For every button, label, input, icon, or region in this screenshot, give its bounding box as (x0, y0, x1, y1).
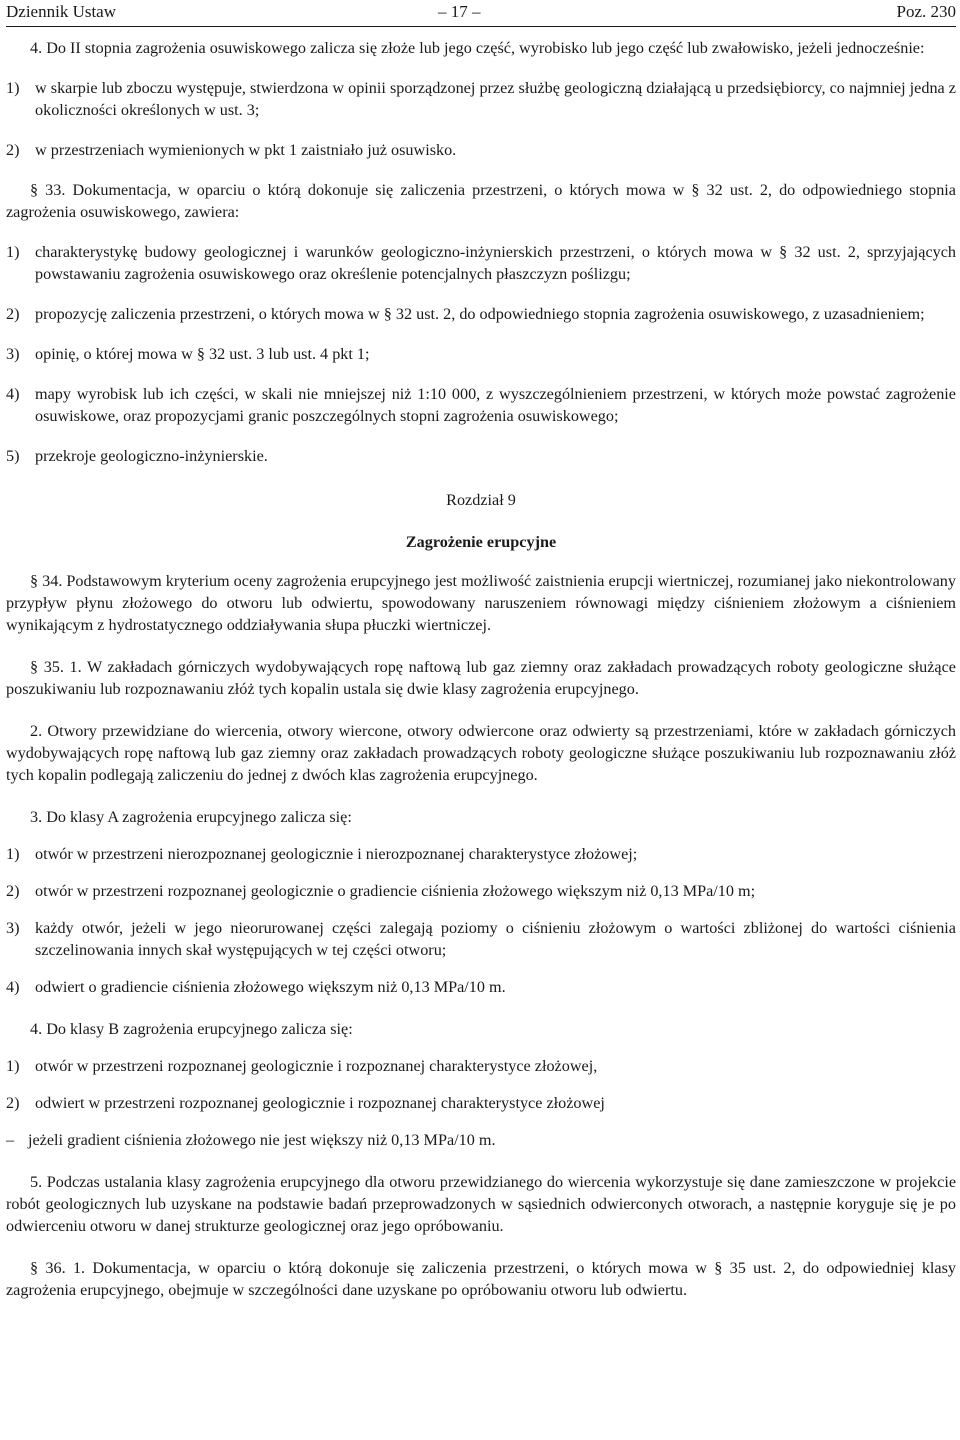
section-35-3: 3. Do klasy A zagrożenia erupcyjnego zalicza się: (30, 808, 352, 826)
list-item (6, 303, 956, 325)
position-number: Poz. 230 (896, 2, 956, 21)
item-text: w skarpie lub zboczu występuje, stwierdzona w opinii sporządzonej przez służbę geologiczną działającą u przedsiębiorcy, co najmniej jedna z okoliczności określonych w ust. 3; (35, 79, 956, 119)
list-item (6, 77, 956, 121)
list-item (6, 383, 956, 427)
chapter-heading: Rozdział 9 (446, 491, 516, 509)
page-header (6, 0, 956, 27)
item-text: otwór w przestrzeni rozpoznanej geologicznie i rozpoznanej charakterystyce złożowej, (35, 1057, 598, 1075)
item-text: odwiert o gradiencie ciśnienia złożowego większym niż 0,13 MPa/10 m. (35, 978, 506, 996)
item-number: 5) (6, 447, 20, 465)
list-item (6, 843, 956, 865)
item-number: 3) (6, 919, 20, 937)
section-35-5: 5. Podczas ustalania klasy zagrożenia erupcyjnego dla otworu przewidzianego do wiercenia wykorzystuje się dane zamieszczone w projekcie robót geologicznych lub uzyskane na podstawie badań przeprowadzonych w sąsiednich odwierconych otworach, a następnie koryguje się je po odwierceniu otworu w danej strukturze geologicznej oraz jego opróbowaniu. (6, 1173, 956, 1235)
section-33: § 33. Dokumentacja, w oparciu o którą dokonuje się zaliczenia przestrzeni, o których mowa w § 32 ust. 2, do odpowiedniego stopnia zagrożenia osuwiskowego, zawiera: (6, 181, 956, 221)
item-text: otwór w przestrzeni rozpoznanej geologicznie o gradiencie ciśnienia złożowego większym niż 0,13 MPa/10 m; (35, 882, 756, 900)
item-number: 2) (6, 1094, 20, 1112)
list-item (6, 976, 956, 998)
list-item (6, 880, 956, 902)
paragraph-4: 4. Do II stopnia zagrożenia osuwiskowego zalicza się złoże lub jego część, wyrobisko lub jego część lub zwałowisko, jeżeli jednocześnie: (30, 39, 925, 57)
section-35-1: § 35. 1. W zakładach górniczych wydobywających ropę naftową lub gaz ziemny oraz zakładach prowadzących roboty geologiczne służące poszukiwaniu lub rozpoznawaniu złóż tych kopalin ustala się dwie klasy zagrożenia erupcyjnego. (6, 658, 956, 698)
item-number: 1) (6, 845, 20, 863)
item-number: 2) (6, 882, 20, 900)
item-text: przekroje geologiczno-inżynierskie. (35, 447, 268, 465)
list-item (6, 139, 956, 161)
list-item (6, 445, 956, 467)
item-number: 2) (6, 141, 20, 159)
list-item (6, 343, 956, 365)
list-item (6, 1092, 956, 1114)
item-number: 4) (6, 978, 20, 996)
item-text: każdy otwór, jeżeli w jego nieorurowanej części zalegają poziomy o ciśnieniu złożowym o wartości zbliżonej do wartości ciśnienia szczelinowania innych skał występujących w tej części otworu; (35, 919, 956, 959)
item-number: 1) (6, 1057, 20, 1075)
journal-title: Dziennik Ustaw (6, 2, 117, 21)
list-item (6, 1055, 956, 1077)
item-number: 1) (6, 79, 20, 97)
dash-text: jeżeli gradient ciśnienia złożowego nie jest większy niż 0,13 MPa/10 m. (28, 1131, 496, 1149)
document-page (6, 0, 956, 1301)
item-text: opinię, o której mowa w § 32 ust. 3 lub ust. 4 pkt 1; (35, 345, 370, 363)
list-item (6, 917, 956, 961)
item-number: 2) (6, 305, 20, 323)
item-number: 1) (6, 243, 20, 261)
page-number: – 17 – (438, 2, 481, 21)
dash-mark: – (6, 1131, 15, 1149)
item-text: otwór w przestrzeni nierozpoznanej geologicznie i nierozpoznanej charakterystyce złożowej; (35, 845, 638, 863)
item-text: mapy wyrobisk lub ich części, w skali nie mniejszej niż 1:10 000, z wyszczególnieniem przestrzeni, w których może powstać zagrożenie osuwiskowe, oraz propozycjami granic poszczególnych stopni zagrożenia osuwiskowego; (35, 385, 956, 425)
item-text: charakterystykę budowy geologicznej i warunków geologiczno-inżynierskich przestrzeni, o których mowa w § 32 ust. 2, sprzyjających powstawaniu zagrożenia osuwiskowego oraz określenie potencjalnych płaszczyzn poślizgu; (35, 243, 956, 283)
item-number: 4) (6, 385, 20, 403)
item-text: odwiert w przestrzeni rozpoznanej geologicznie i rozpoznanej charakterystyce złożowej (35, 1094, 605, 1112)
section-36-1: § 36. 1. Dokumentacja, w oparciu o którą dokonuje się zaliczenia przestrzeni, o których mowa w § 35 ust. 2, do odpowiedniej klasy zagrożenia erupcyjnego, obejmuje w szczególności dane uzyskane po opróbowaniu otworu lub odwiertu. (6, 1259, 956, 1299)
section-35-2: 2. Otwory przewidziane do wiercenia, otwory wiercone, otwory odwiercone oraz odwierty są przestrzeniami, które w zakładach górniczych wydobywających ropę naftową lub gaz ziemny oraz zakładach prowadzących roboty geologiczne służące poszukiwaniu lub rozpoznawaniu złóż tych kopalin podlegają zaliczeniu do jednej z dwóch klas zagrożenia erupcyjnego. (6, 722, 956, 784)
item-text: w przestrzeniach wymienionych w pkt 1 zaistniało już osuwisko. (35, 141, 457, 159)
dash-condition (6, 1129, 956, 1151)
section-34: § 34. Podstawowym kryterium oceny zagrożenia erupcyjnego jest możliwość zaistnienia erupcji wiertniczej, rozumianej jako niekontrolowany przypływ płynu złożowego do otworu lub odwiertu, spowodowany naruszeniem równowagi między ciśnieniem złożowym a ciśnieniem wynikającym z hydrostatycznego oddziaływania słupa płuczki wiertniczej. (6, 572, 956, 634)
item-text: propozycję zaliczenia przestrzeni, o których mowa w § 32 ust. 2, do odpowiedniego stopnia zagrożenia osuwiskowego, z uzasadnieniem; (35, 305, 925, 323)
item-number: 3) (6, 345, 20, 363)
chapter-title: Zagrożenie erupcyjne (405, 533, 557, 551)
section-35-4: 4. Do klasy B zagrożenia erupcyjnego zalicza się: (30, 1020, 353, 1038)
list-item (6, 241, 956, 285)
